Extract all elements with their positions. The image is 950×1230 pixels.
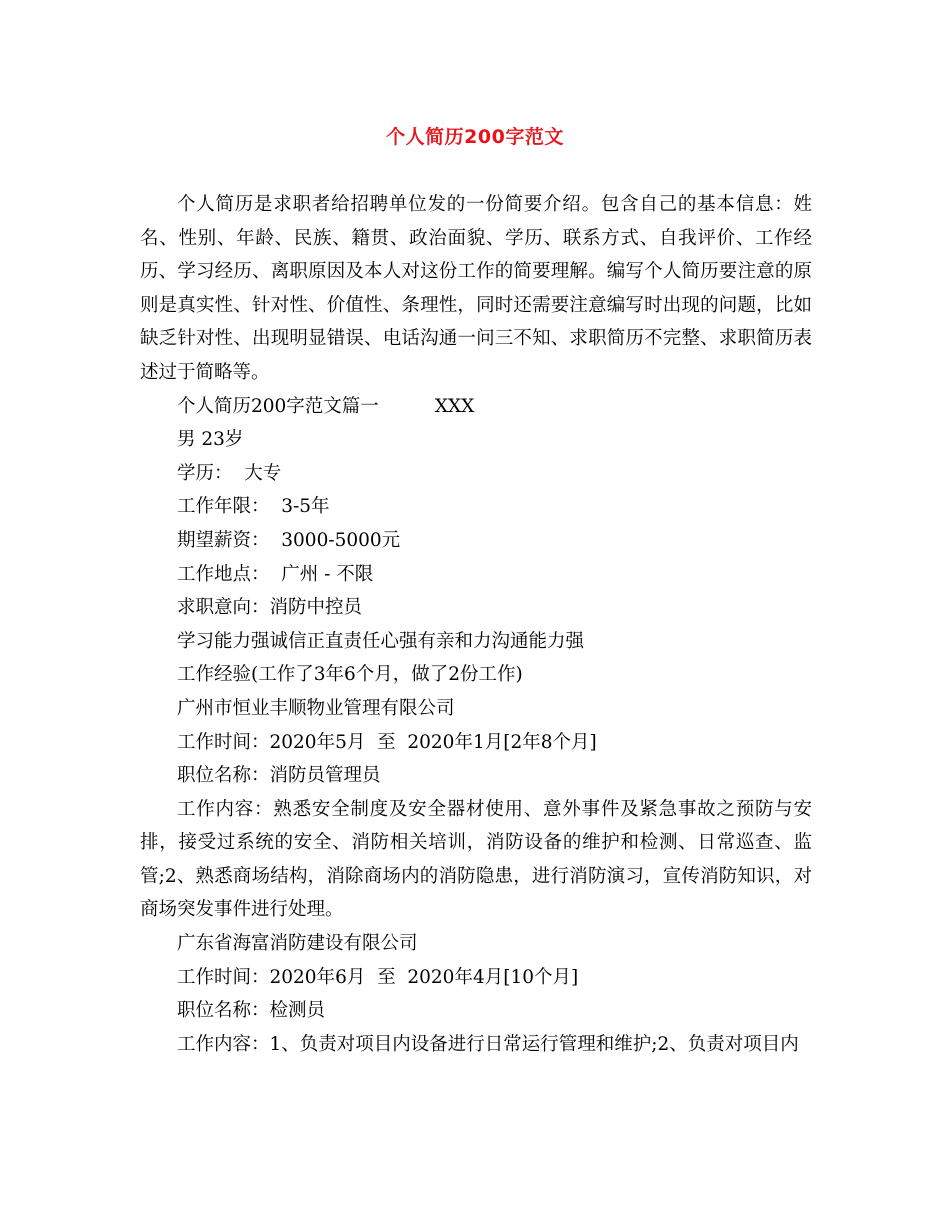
gender-age: 男 23岁 — [177, 429, 244, 451]
intro-paragraph: 个人简历是求职者给招聘单位发的一份简要介绍。包含自己的基本信息：姓名、性别、年龄、民族、籍贯、政治面貌、学历、联系方式、自我评价、工作经历、学习经历、离职原因及本人对这份工作的简要理解。编写个人简历要注意的原则是真实性、针对性、价值性、条理性，同时还需要注意编写时出现的问题，比如缺乏针对性、出现明显错误、电话沟通一问三不知、求职简历不完整、求职简历表述过于简略等。 — [140, 194, 812, 383]
sample-heading: 个人简历200字范文篇一 — [177, 395, 379, 417]
sample-heading-line — [140, 390, 812, 424]
job-2-company: 广东省海富消防建设有限公司 — [177, 933, 418, 955]
document-body — [140, 188, 812, 1061]
education: 学历： 大专 — [177, 462, 282, 484]
document-title: 个人简历200字范文 — [386, 126, 564, 148]
work-location: 工作地点： 广州 - 不限 — [177, 563, 374, 585]
job-2-period: 工作时间：2020年6月 至 2020年4月[10个月] — [177, 966, 579, 988]
job-1-period: 工作时间：2020年5月 至 2020年1月[2年8个月] — [177, 731, 597, 753]
work-years: 工作年限： 3-5年 — [177, 496, 330, 518]
job-1-company: 广州市恒业丰顺物业管理有限公司 — [177, 697, 455, 719]
job-2-position: 职位名称：检测员 — [177, 1000, 326, 1022]
experience-summary: 工作经验(工作了3年6个月，做了2份工作) — [177, 664, 523, 686]
personal-traits: 学习能力强诚信正直责任心强有亲和力沟通能力强 — [177, 630, 585, 652]
job-1-position: 职位名称：消防员管理员 — [177, 765, 381, 787]
job-1-content: 工作内容：熟悉安全制度及安全器材使用、意外事件及紧急事故之预防与安排，接受过系统的安全、消防相关培训，消防设备的维护和检测、日常巡查、监管;2、熟悉商场结构，消除商场内的消防隐患，进行消防演习，宣传消防知识，对商场突发事件进行处理。 — [140, 798, 812, 921]
job-intent: 求职意向：消防中控员 — [177, 597, 363, 619]
candidate-name: XXX — [434, 395, 475, 417]
job-2-content: 工作内容：1、负责对项目内设备进行日常运行管理和维护;2、负责对项目内 — [177, 1033, 799, 1055]
expected-salary: 期望薪资： 3000-5000元 — [177, 529, 401, 551]
